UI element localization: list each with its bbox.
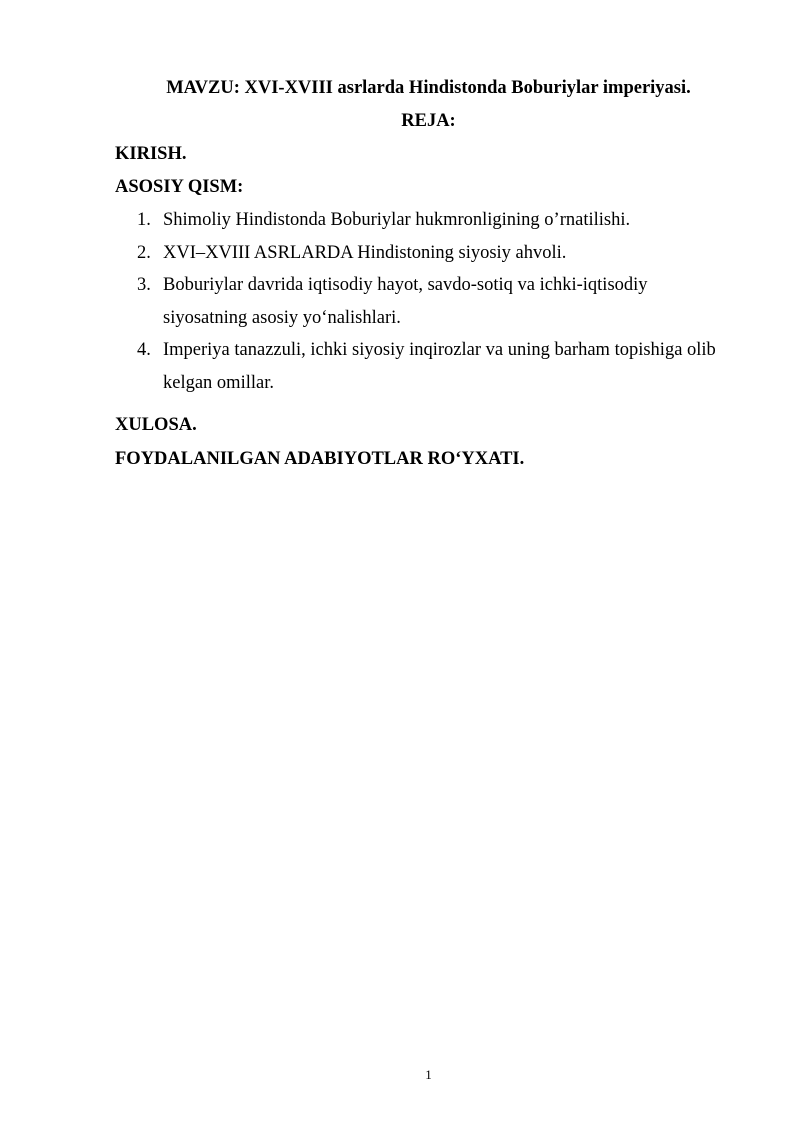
page-number: 1 [425,1067,432,1082]
list-item [115,237,715,270]
list-item-number: 4. [137,340,151,360]
list-item [115,204,715,237]
list-item-number: 1. [137,210,151,230]
intro-heading: KIRISH. [115,144,187,164]
document-title: MAVZU: XVI-XVIII asrlarda Hindistonda Boburiylar imperiyasi. [166,78,691,98]
plan-list [115,204,715,399]
list-item-text: Boburiylar davrida iqtisodiy hayot, savdo-sotiq va ichki-iqtisodiy siyosatning asosiy yo‘nalishlari. [163,275,648,328]
conclusion-heading: XULOSA. [115,415,197,435]
list-item-text: Imperiya tanazzuli, ichki siyosiy inqirozlar va uning barham topishiga olib kelgan omillar. [163,340,716,393]
list-item-text: XVI–XVIII ASRLARDA Hindistoning siyosiy ahvoli. [163,242,567,263]
plan-heading: REJA: [401,111,456,131]
main-part-heading: ASOSIY QISM: [115,177,244,197]
list-item-number: 2. [137,242,151,263]
list-item-text: Shimoliy Hindistonda Boburiylar hukmronligining o’rnatilishi. [163,210,631,230]
references-heading: FOYDALANILGAN ADABIYOTLAR RO‘YXATI. [115,449,525,469]
list-item [115,334,735,399]
list-item [115,269,715,334]
list-item-number: 3. [137,275,151,295]
